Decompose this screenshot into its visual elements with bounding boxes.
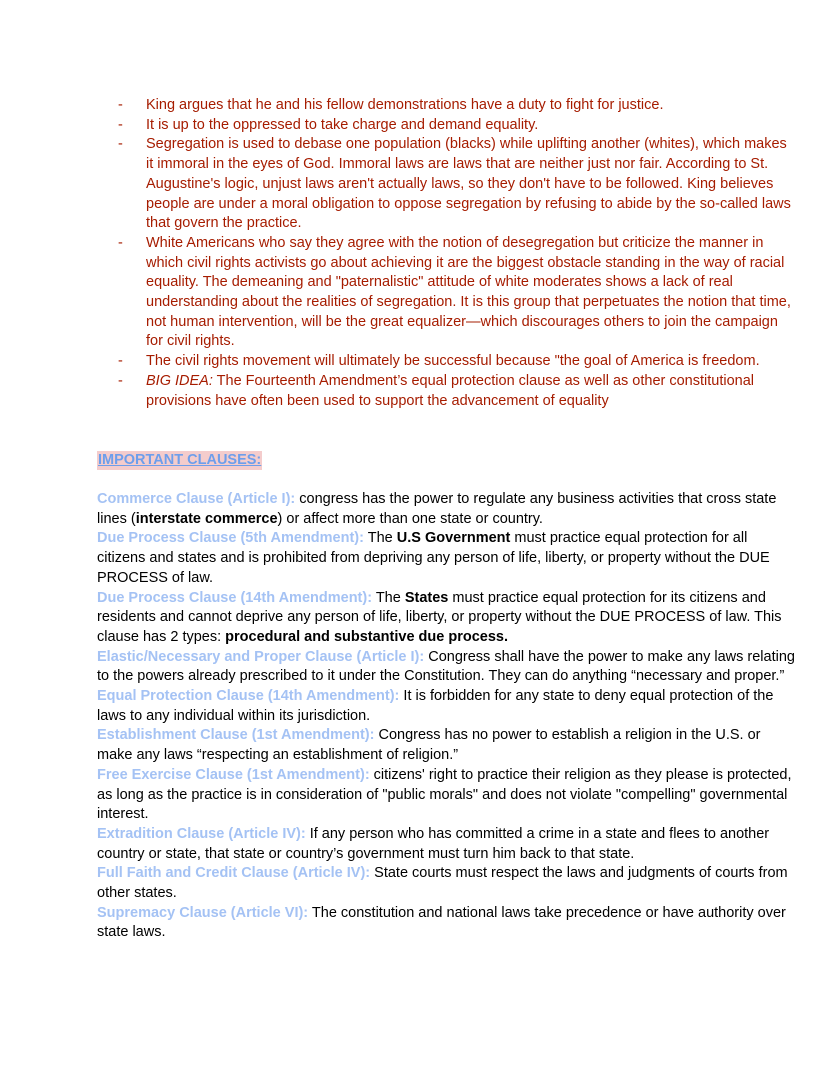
clause-text: congress has the power to regulate any business activities that cross state lines ( (97, 491, 777, 527)
clause-text: must practice equal protection for all citizens and states and is prohibited from depriving any person of life, liberty, or property without the DUE PROCESS of law. (97, 530, 770, 586)
clause-bold-text: States (404, 589, 449, 606)
list-item (118, 135, 798, 234)
list-item (118, 96, 798, 116)
bullet-text: The Fourteenth Amendment’s equal protection clause as well as other constitutional provisions have often been used to support the advancement of equality (146, 372, 755, 409)
clause-text: ) or affect more than one state or country. (277, 510, 543, 527)
list-item (118, 234, 798, 352)
equal-protection-clause (97, 687, 797, 726)
clause-text: It is forbidden for any state to deny equal protection of the laws to any individual within its jurisdiction. (97, 688, 774, 724)
list-item (118, 352, 798, 372)
clause-text: If any person who has committed a crime in a state and flees to another country or state, that state or country’s government must turn him back to that state. (97, 825, 770, 862)
big-idea-label: BIG IDEA: (146, 372, 213, 389)
due-process-5th-clause (97, 529, 797, 588)
clause-label: Elastic/Necessary and Proper Clause (Article I): (97, 648, 425, 665)
bullet-text: It is up to the oppressed to take charge and demand equality. (146, 116, 539, 133)
clause-text: Congress has no power to establish a religion in the U.S. or make any laws “respecting an establishment of religion.” (97, 727, 761, 764)
dash-marker: - (118, 353, 123, 370)
clause-bold-text: interstate commerce (135, 510, 278, 527)
letter-summary-list (118, 96, 798, 411)
clause-label: Due Process Clause (5th Amendment): (97, 530, 364, 547)
bullet-text: Segregation is used to debase one population (blacks) while uplifting another (whites), which makes it immoral in the eyes of God. Immoral laws are laws that are neither just nor fair. According to St. Augustine's logic, unjust laws aren't actually laws, so they don't have to be followed. King believes people are under a moral obligation to oppose segregation by refusing to abide by the so-called laws that govern the practice. (146, 136, 791, 232)
bullet-text: King argues that he and his fellow demonstrations have a duty to fight for justice. (146, 97, 664, 113)
dash-marker: - (118, 234, 123, 251)
clauses-list (97, 490, 797, 943)
due-process-14th-clause (97, 589, 797, 648)
clause-text: Congress shall have the power to make any laws relating to the powers already prescribed to it under the Constitution. They can do anything “necessary and proper.” (97, 648, 795, 685)
clause-label: Supremacy Clause (Article VI): (97, 904, 309, 921)
establishment-clause (97, 726, 797, 765)
clause-text: The (372, 589, 405, 606)
dash-marker: - (118, 97, 123, 113)
clause-bold-text: procedural and substantive due process. (225, 628, 508, 645)
clause-label: Commerce Clause (Article I): (97, 491, 296, 507)
clause-label: Equal Protection Clause (14th Amendment): (97, 688, 400, 705)
list-item (118, 116, 798, 136)
clause-text: must practice equal protection for its citizens and residents and cannot deprive any person of life, liberty, or property without the DUE PROCESS of law. This clause has 2 types: (97, 589, 782, 645)
clause-text: State courts must respect the laws and judgments of courts from other states. (97, 865, 788, 902)
clause-label: Establishment Clause (1st Amendment): (97, 727, 375, 744)
clause-label: Extradition Clause (Article IV): (97, 825, 306, 842)
bullet-text: The civil rights movement will ultimately be successful because "the goal of America is freedom. (146, 353, 760, 370)
clause-label: Free Exercise Clause (1st Amendment): (97, 766, 370, 783)
elastic-clause (97, 648, 797, 687)
commerce-clause (97, 490, 797, 529)
clause-bold-text: U.S Government (396, 530, 511, 547)
clause-label: Due Process Clause (14th Amendment): (97, 589, 373, 606)
full-faith-credit-clause (97, 864, 797, 903)
dash-marker: - (118, 372, 123, 389)
dash-marker: - (118, 136, 123, 153)
clause-text: The (363, 530, 397, 547)
dash-marker: - (118, 116, 123, 133)
clause-text: The constitution and national laws take precedence or have authority over state laws. (97, 904, 786, 941)
free-exercise-clause (97, 766, 797, 825)
clause-label: Full Faith and Credit Clause (Article IV): (97, 865, 371, 882)
important-clauses-heading: IMPORTANT CLAUSES: (98, 452, 262, 468)
extradition-clause (97, 825, 797, 864)
clause-text: citizens' right to practice their religion as they please is protected, as long as the practice is in consideration of "public morals" and does not violate "compelling" governmental interest. (97, 766, 792, 823)
supremacy-clause (97, 904, 797, 943)
list-item (118, 372, 798, 411)
bullet-text: White Americans who say they agree with the notion of desegregation but criticize the manner in which civil rights activists go about achieving it are the biggest obstacle standing in the way of racial equality. The demeaning and "paternalistic" attitude of white moderates shows a lack of real understanding about the realities of segregation. It is this group that perpetuates the notion that time, not human intervention, will be the great equalizer—which discourages others to join the campaign for civil rights. (146, 234, 791, 350)
